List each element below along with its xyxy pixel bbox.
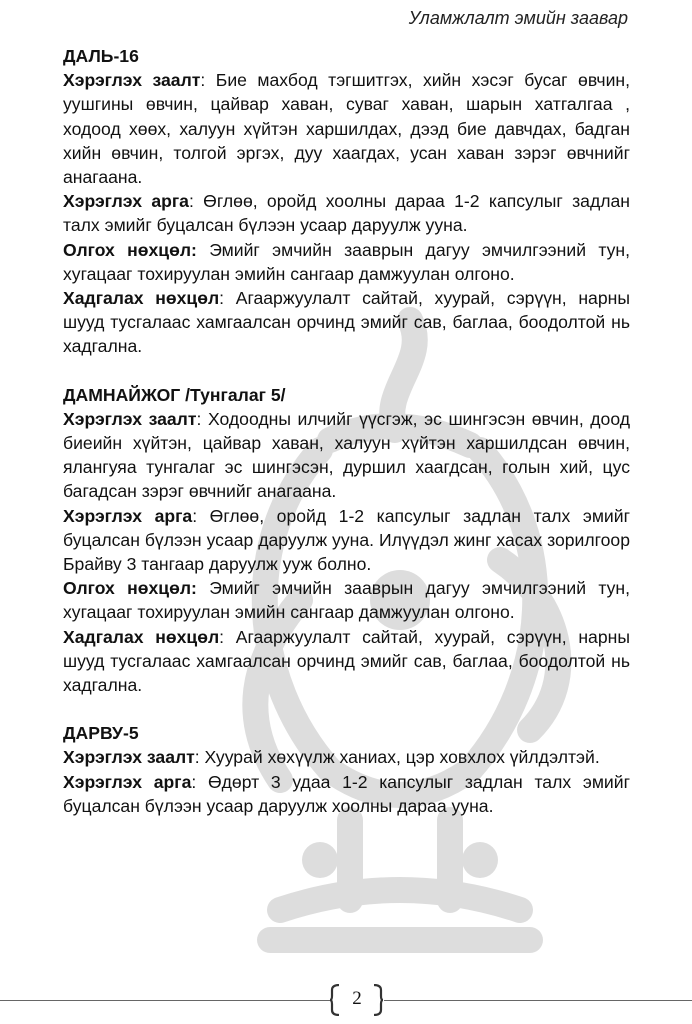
entry-label: Хэрэглэх арга [63, 191, 189, 212]
entry-separator: : [200, 70, 206, 91]
entry-text: Өглөө, оройд хоолны дараа 1-2 капсулыг задлан талх эмийг буцалсан бүлээн усаар даруулж ууна. [63, 191, 630, 236]
entry-label: Хэрэглэх арга [63, 505, 193, 526]
entry-separator: : [219, 626, 225, 647]
entry-label: Хэрэглэх заалт [63, 70, 201, 91]
right-bracket-icon [373, 984, 383, 1016]
entry-separator: : [191, 771, 197, 792]
entry-paragraph [63, 238, 630, 286]
entry-paragraph [63, 576, 630, 624]
entry-label: Хэрэглэх заалт [63, 747, 195, 768]
entry-separator: : [188, 191, 194, 212]
entry-paragraph [63, 68, 630, 189]
footer-rule-right [384, 1000, 692, 1001]
entry-label: Хадгалах нөхцөл [63, 626, 220, 647]
section-title: ДАМНАЙЖОГ /Тунгалаг 5/ [63, 384, 286, 405]
entry-label: Хэрэглэх заалт [63, 408, 197, 429]
entry-label: Олгох нөхцөл: [63, 239, 197, 260]
entry-label: Хэрэглэх арга [63, 771, 192, 792]
entry-text: Агааржуулалт сайтай, хуурай, сэрүүн, нарны шууд тусгалаас хамгаалсан орчинд эмийг сав, баглаа, боодолтой нь хадгална. [63, 288, 630, 357]
entry-text: Агааржуулалт сайтай, хуурай, сэрүүн, нарны шууд тусгалаас хамгаалсан орчинд эмийг сав, баглаа, боодолтой нь хадгална. [63, 626, 630, 696]
entry-separator: : [192, 505, 198, 526]
entry-paragraph [63, 625, 630, 698]
entry-separator: : [196, 408, 202, 429]
page-header-title: Уламжлалт эмийн заавар [408, 8, 628, 28]
entry-label: Хадгалах нөхцөл [63, 288, 220, 309]
entry-separator: : [219, 288, 225, 309]
entry-paragraph [63, 286, 630, 359]
document-content [63, 44, 630, 818]
entry-paragraph [63, 770, 630, 818]
entry-paragraph [63, 407, 630, 504]
entry-paragraph [63, 745, 630, 769]
footer-rule-left [0, 1000, 332, 1001]
entry-text: Өглөө, оройд 1-2 капсулыг задлан талх эмийг буцалсан бүлээн усаар даруулж ууна. Илүүдэл жинг хасах зорилгоор Брайву 3 тангаар даруулж ууж болно. [63, 505, 630, 575]
entry-text: Өдөрт 3 удаа 1-2 капсулыг задлан талх эмийг буцалсан бүлээн усаар даруулж хоолны дараа ууна. [63, 771, 630, 816]
entry-paragraph [63, 504, 630, 577]
left-bracket-icon [330, 984, 340, 1016]
section-spacer [63, 697, 630, 721]
entry-text: Эмийг эмчийн зааврын дагуу эмчилгээний тун, хугацааг тохируулан эмийн сангаар дамжуулан олгоно. [63, 578, 630, 623]
section-spacer [63, 359, 630, 383]
section-title: ДАЛЬ-16 [63, 46, 139, 66]
entry-text: Бие махбод тэгшитгэх, хийн хэсэг бусаг өвчин, уушгины өвчин, цайвар хаван, суваг хаван, шарын хатгалгаа , ходоод хөөх, халуун хүйтэн харшилдах, дээд бие давчдах, бадган хийн өвчин, толгой эргэх, дуу хаагдах, усан хаван зэрэг өвчнийг анагаана. [63, 70, 630, 188]
entry-paragraph [63, 189, 630, 237]
entry-text: Хуурай хөхүүлж ханиах, цэр ховхлох үйлдэлтэй. [199, 747, 600, 768]
entry-text: Эмийг эмчийн зааврын дагуу эмчилгээний тун, хугацааг тохируулан эмийн сангаар дамжуулан олгоно. [63, 239, 630, 284]
page-number: 2 [352, 988, 362, 1009]
entry-separator: : [194, 747, 200, 768]
entry-text: Ходоодны илчийг үүсгэж, эс шингэсэн өвчин, доод биеийн хүйтэн, цайвар хаван, халуун хүйтэн харшилдсан өвчин, ялангуяа тунгалаг эс шингэсэн, дуршил хаагдсан, голын хий, цус багадсан зэрэг өвчнийг анагаана. [63, 408, 631, 502]
entry-label: Олгох нөхцөл: [63, 578, 197, 599]
section-title: ДАРВУ-5 [63, 723, 139, 744]
